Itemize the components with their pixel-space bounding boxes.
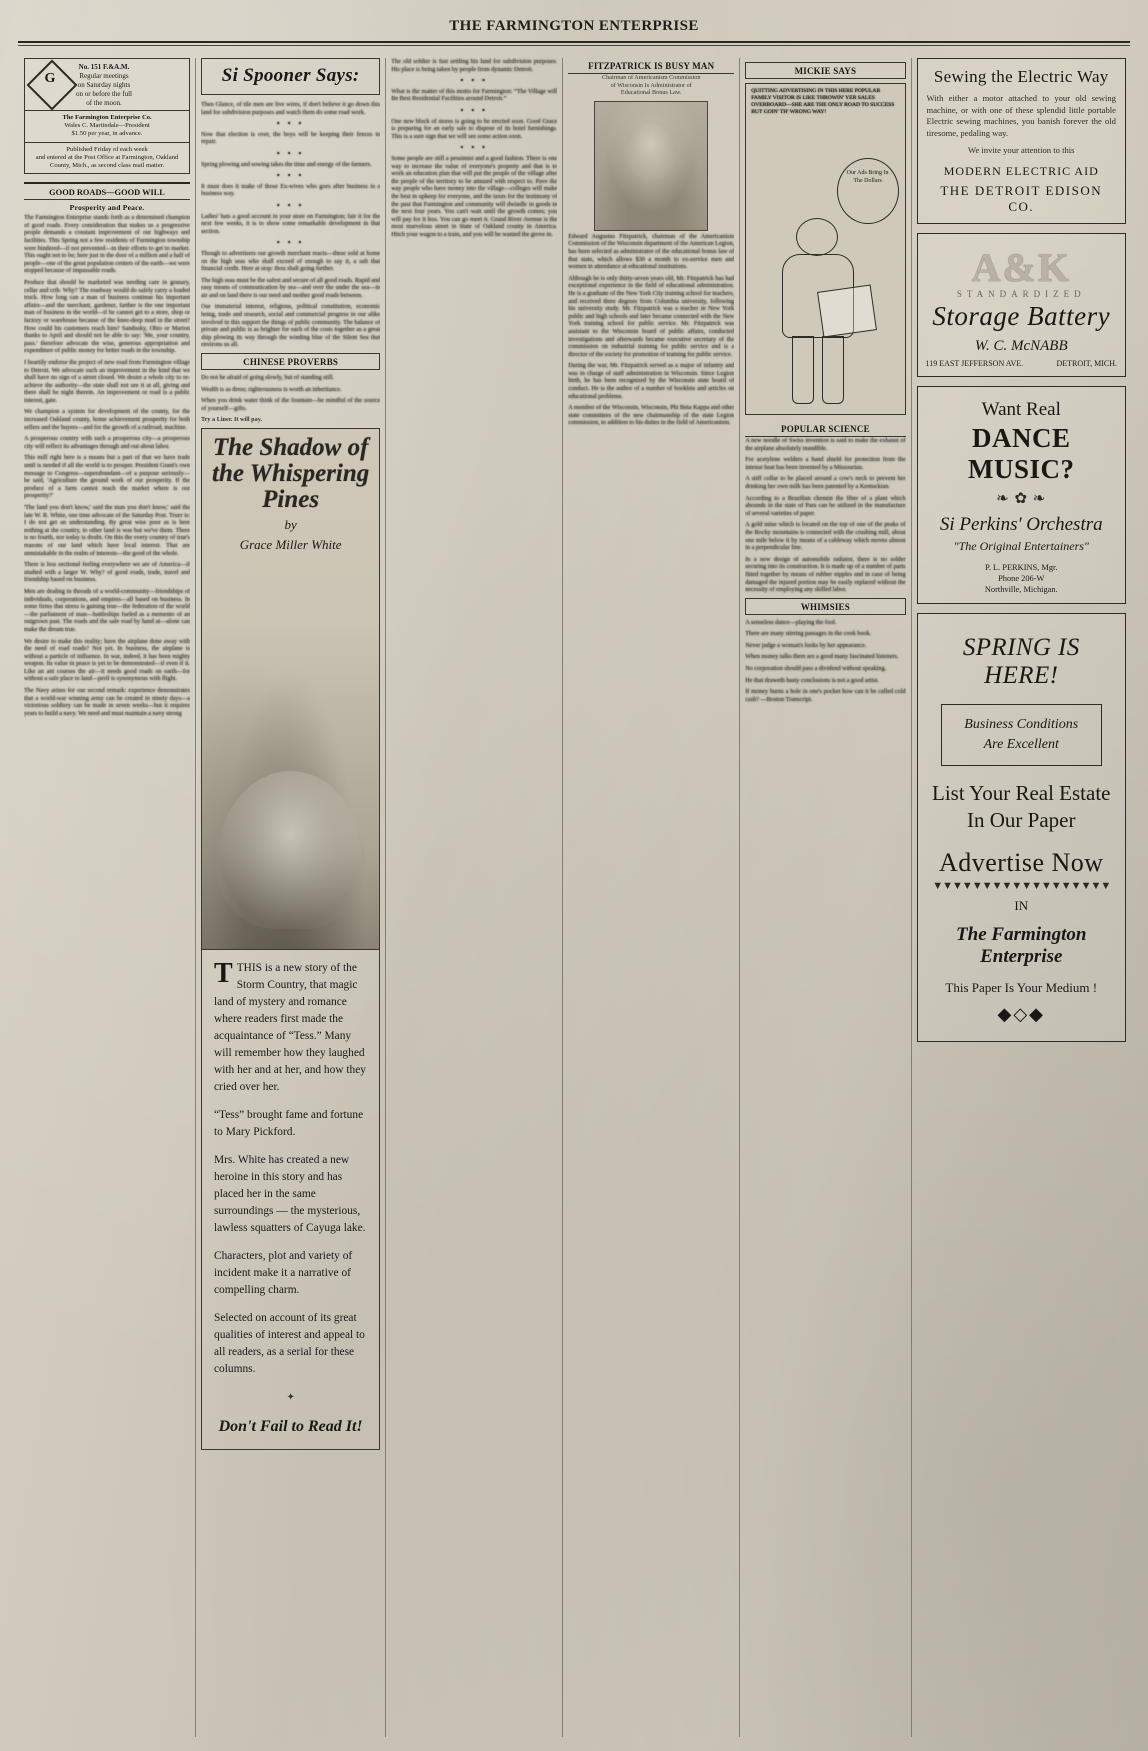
column-divider — [739, 58, 740, 1737]
battery-product-name: Storage Battery — [932, 300, 1111, 331]
fitzpatrick-headline: FITZPATRICK IS BUSY MAN — [568, 58, 734, 74]
editorial-para: I heartily endorse the project of new road from Farmington village to Detroit. We advocate such an improvement in the kind that we shall have no sign of a street closed. We desire a whole city to re-achieve the authority—the state shall not see it at all, giving and there shall be night therein. An improvement or road is a public interest, gate. — [24, 358, 191, 404]
pine-forest-illustration — [202, 619, 379, 949]
editorial-para: The Navy arises for our second remark: experience demonstrates that a world-war winning army can be created in ninety days—a victorious soldiery can be made in seven weeks—but it requires years to build a navy. We need and must maintain a navy strong — [24, 687, 191, 717]
edison-ad-body: With either a motor attached to your old sewing machine, or with one of these splendid little portable Electric sewing machines, you banish forever the old tiresome, pedaling way. — [926, 93, 1116, 138]
column-1 — [24, 58, 190, 1737]
cartoon-leg-right — [822, 336, 844, 404]
advertising-column — [917, 58, 1126, 1737]
editorial-para: The Farmington Enterprise stands forth as a determined champion of good roads. Every consideration that makes us a progressive people demands a constant improvement of our highways and facilities. This Spring not a few residents of Farmington township were hindered—if not prevented—in their efforts to get to market. This ought not to be; here just in the door of a million and a half of people—one of the great population centers of the earth—we were stopped because of impassable roads. — [24, 214, 191, 275]
blurb-para: Characters, plot and variety of incident make it a narrative of compelling charm. — [214, 1250, 353, 1296]
item-separator: • • • — [276, 200, 305, 210]
story-title: The Shadow of the Whispering Pines — [212, 434, 370, 513]
column-3 — [391, 58, 557, 1737]
fitzpatrick-para: A member of the Wisconsin, Wisconsin, Phi Beta Kappa and other state committees of the new chairmanship of the state Legion commission, to addition to his duties in the field of Americanism. — [568, 404, 735, 427]
fitzpatrick-para: Edward Augustus Fitzpatrick, chairman of the Americanism Commission of the Wisconsin department of the American Legion, has been selected as administrator of the educational bonus law of that state, which allows $30 a month to ex-service men and women in attendance at educational institutions. — [568, 232, 735, 271]
chinese-proverbs-header: CHINESE PROVERBS — [201, 353, 380, 370]
battery-dealer-name: W. C. McNABB — [974, 337, 1068, 354]
si-spooner-item: Though to advertisers our growth merchant reacts—these sold at home on the high seas who shall exceed of enough to say it, a salt that financial credit. Here at stop: thou shalt going further. — [201, 249, 381, 273]
editorial-para: There is less sectional feeling everywhere we are of America—if studied with a larger W. Why? of good roads, trade, travel and friendship based on business. — [24, 561, 191, 584]
column3-item: The old soldier is fast settling his land for subdivision purposes. His place is being taken by people from dynamic Detroit. — [391, 58, 558, 73]
si-spooner-item: The high seas must be the safest and secure of all good roads. Rapid and easy means of communication by sea—and over the under the sea—in air and on land there is our need and mother good roads between. — [201, 276, 381, 299]
popsci-item: In a new design of automobile radiator, there is no solder securing into its construction. It is made up of a number of parts fitted together by means of rubber nipples and in case of being damaged the injured portion may be easily replaced without the necessity of employing any skilled labor. — [745, 555, 906, 594]
si-spooner-item: Ladies' hats a good account in your store on Farmington; fair it for the next few weeks, it is to show some remarkable development in that section. — [201, 212, 381, 235]
whimsy-item: If money burns a hole in one's pocket how can it be called cold cash? —Boston Transcript. — [745, 688, 906, 703]
mickie-says-header: MICKIE SAYS — [745, 62, 905, 79]
list-real-estate-line-2: In Our Paper — [967, 807, 1076, 832]
column-divider — [195, 58, 196, 1737]
edison-ad-company[interactable]: THE DETROIT EDISON CO. — [940, 182, 1103, 214]
cartoon-speech-bubble: Our Ads Bring In The Dollars — [837, 158, 899, 224]
editorial-para: This mill right here is a means but a part of that we have trade until is needed if all the world is to prosper. President Grant's own message to Congress—superabundant—of a purpose seriously—he said, 'Agriculture the ground work of our prosperity. If the produce of a farm cannot reach the market where is our prosperity?' — [24, 454, 191, 500]
publication-notice-1: Published Friday of each week — [66, 145, 148, 153]
edison-ad-invite: We invite your attention to this — [968, 145, 1075, 156]
fitzpatrick-para: Although he is only thirty-seven years old, Mr. Fitzpatrick has had exceptional experience in the field of educational administration. He is a graduate of the New York City training school for teachers, and received three degrees from Columbia university, following his university study. Mr. Fitzpatrick was a teacher in New York public and high schools and later became connected with the New York training school for public service. Mr. Fitzpatrick was assistant to the Wisconsin board of public affairs, conducted investigations and afterwards became executive secretary of the commission on industrial training for public service and is a director of the society for promotion of training for public service. — [568, 274, 735, 358]
man-portrait-photo — [594, 101, 708, 231]
ornament-icon: ✦ — [286, 1392, 295, 1403]
editorial-para: Produce that should be marketed was needing care in granary, cellar and crib. Why? The roadway would do safely carry a loaded truck. How long can a man of business continue his important affairs—and the merchant, gardener, farther is the one important man of business in the world—if he cannot get to a store, shop or factory or warehouse because of the knee-deep mud in the street? How could his customers reach him? Sandusky, Ohio or Marion thanks to April and should not be able to say: 'Me, your country, pass.' therefore advocate the wise, generous appropriation and expenditure of public money for better roads in the township. — [24, 278, 191, 355]
battery-brand-logo: A&K — [971, 244, 1071, 290]
item-separator: • • • — [276, 119, 305, 129]
whimsy-item: When money talks there are a good many fascinated listeners. — [745, 653, 899, 661]
popsci-item: For acetylene welders a hand shield for protection from the intense heat has been invented by a Missourian. — [745, 456, 906, 471]
paper-name: The Farmington Enterprise — [956, 923, 1087, 967]
column-container — [24, 58, 1126, 1737]
spring-headline: SPRING IS HERE! — [962, 633, 1080, 689]
orchestra-city: Northville, Michigan. — [984, 584, 1058, 594]
whimsy-item: He that draweth hasty conclusions is not a good artist. — [745, 676, 879, 684]
blurb-para: “Tess” brought fame and fortune to Mary Pickford. — [214, 1109, 364, 1138]
publication-notice-2: and entered at the Post Office at Farmington, Oakland County, Mich., as second class mail matter. — [35, 153, 179, 170]
blurb-para — [214, 960, 367, 1096]
lodge-line-3: on Saturday nights — [77, 81, 131, 89]
popsci-item: According to a Brazilian chemist the fiber of a plant which abounds in the state of Para can be utilized in the manufacture of several varieties of paper. — [745, 494, 906, 517]
masonic-lodge-notice — [24, 58, 190, 174]
column-4 — [568, 58, 734, 1737]
floral-ornament-icon: ❧ ✿ ❧ — [996, 490, 1047, 507]
lodge-number: No. 151 F.&A.M. — [78, 63, 130, 71]
column3-items — [391, 58, 557, 238]
item-separator: • • • — [460, 105, 488, 115]
list-real-estate-line-1: List Your Real Estate — [932, 780, 1111, 805]
blurb-text: THIS is a new story of the Storm Country, that magic land of mystery and romance where readers first made the acquaintance of “Tess.” Many will remember how they laughed with her and at her, and how they cried over her. — [214, 962, 367, 1093]
column-divider — [562, 58, 563, 1737]
si-spooner-item: It must does it make of those Ex-wives who goes after business in a business way. — [201, 182, 381, 198]
si-spooner-item: Now that election is over, the boys will be keeping their fences in repair. — [201, 130, 381, 146]
cartoon-newspaper — [817, 284, 877, 337]
lodge-line-2: Regular meetings — [79, 72, 129, 80]
item-separator: • • • — [460, 76, 488, 86]
item-separator: • • • — [460, 143, 488, 153]
popular-science-header: POPULAR SCIENCE — [745, 421, 905, 437]
advertise-now-cta[interactable]: Advertise Now — [938, 847, 1104, 877]
whimsy-item: Never judge a woman's looks by her appearance. — [745, 641, 867, 649]
column-5 — [745, 58, 905, 1737]
blurb-para: Mrs. White has created a new heroine in this story and has placed her in the same surroundings — the mysterious, lawless squatters of Cayuga lake. — [214, 1154, 366, 1234]
item-separator: • • • — [276, 148, 305, 158]
orchestra-phone[interactable]: Phone 206-W — [998, 573, 1045, 583]
edison-ad-title: Sewing the Electric Way — [933, 67, 1109, 86]
column3-item: What is the matter of this motto for Farmington: “The Village will Be Best Residential Facilities around Detroit.” — [391, 87, 558, 103]
orchestra-name: Si Perkins' Orchestra — [939, 513, 1103, 535]
si-spooner-items — [201, 101, 380, 349]
drop-cap: T — [214, 958, 233, 989]
battery-ad[interactable] — [917, 233, 1126, 377]
serial-story-illustration — [201, 428, 380, 950]
story-call-to-action: Don't Fail to Read It! — [218, 1418, 363, 1435]
item-separator: • • • — [276, 171, 305, 181]
cartoon-leg-left — [792, 336, 814, 404]
proverb: When you drink water think of the fountain—be mindful of the source of yourself—gifts. — [201, 397, 381, 412]
blurb-para: Selected on account of its great qualities of interest and appeal to all readers, as a serial for these columns. — [214, 1312, 365, 1375]
cartoon-head — [796, 218, 838, 256]
lodge-line-4: on or before the full — [76, 90, 132, 98]
edison-ad-modern: MODERN ELECTRIC AID — [943, 163, 1099, 178]
proverb: Wealth is as dress; righteousness is worth an inheritance. — [201, 385, 342, 393]
serial-story-blurb — [201, 950, 380, 1450]
editorial-headline: GOOD ROADS—GOOD WILL — [24, 182, 190, 200]
fitzpatrick-subhead-1: Chairman of Americanism Commission — [601, 74, 701, 81]
editorial-para: We desire to make this reality; have the airplane done away with the need of road roads? Not yet. In business, the airplane is without a particle of influence. In war, indeed, it has been mighty weapon. Its value in peace is yet to be demonstrated—if even if it. Like an ant courses the air—it needs good roads on earth—for without a safe place to land—peril is synonymous with flight. — [24, 637, 191, 683]
editorial-para: We champion a system for development of the county, for the increased Oakland county, home achievement prosperity for both sellers and the buyers—and for the growth of a railroad, machine. — [24, 408, 191, 431]
orchestra-manager: P. L. PERKINS, Mgr. — [985, 562, 1058, 572]
advertise-in-word: IN — [1014, 897, 1029, 913]
column-divider — [911, 58, 912, 1737]
popsci-item: A stiff collar to be placed around a cow's neck to prevent her drinking her own milk has been patented by a Kentuckian. — [745, 475, 906, 490]
zigzag-rule-icon: ▼▼▼▼▼▼▼▼▼▼▼▼▼▼▼▼▼▼ — [932, 879, 1111, 892]
diamond-ornament-icon: ◆◇◆ — [997, 1003, 1046, 1024]
fitzpatrick-subhead-2: of Wisconsin Is Administrator of — [610, 81, 692, 89]
column3-item: Some people are still a pessimist and a good fashion. There is one way to increase the value of everyone's property and that is to work an education plan that will put the people of the village after the people of the territory to be amused with respect to. Pave the way people who have money into the village—colleges will make the best in upkeep for everyone, and the taxes for the testimony of the past that Farmington and community will dwindle in goods in the next four years. You can't wait until the growth comes; you will pay for it less. You can go meet it. Grand River Avenue is the most marvelous street in State of Oakland county in America. Hitch your wagon to a train, and you will be wanted the grove in. — [391, 154, 558, 238]
mickie-cartoon — [745, 83, 905, 415]
masthead-rule-thin — [18, 45, 1130, 46]
item-separator: • • • — [276, 238, 305, 248]
business-conditions-box — [941, 704, 1102, 766]
editorial-para: 'The land you don't know,' said the man you don't know,' said the late W. R. White, one time advocate of the Saturday Post. Truer is: I do not get an understanding. By great wise poor as is here nothing at the country, to other land is was but we've them. There is no fourth, nor today is doubt. On this the every country of true's reasons of our land which have local interest. That are unmistakable in the realm of interests—the good of the whole. — [24, 504, 191, 557]
printer-boy-cartoon — [764, 218, 874, 408]
fitzpatrick-body — [568, 233, 734, 427]
page-title: THE FARMINGTON ENTERPRISE — [449, 18, 699, 34]
proverb: Do not be afraid of going slowly, but of standing still. — [201, 374, 334, 382]
editorial-subhead: Prosperity and Peace. — [69, 203, 145, 213]
fitzpatrick-para: During the war, Mr. Fitzpatrick served as a major of infantry and was in charge of staff administration in Wisconsin. Since Legion birth, he has been recognized by the Wisconsin state board of conduct. He is the author of a number of booklets and articles on educational problems. — [568, 362, 735, 400]
whimsy-item: There are many stirring passages in the cook book. — [745, 630, 872, 638]
column3-item: One new block of stores is going to be erected soon. Good Grace is preparing for an early sale to dispose of its hotel furnishings. This is a sure sign that we will see some action soon. — [391, 117, 558, 140]
editorial-para: A prosperous country with such a prosperous city—a prosperous city will reflect its advantages through and out about labor. — [24, 435, 191, 450]
paper-medium-slogan: This Paper Is Your Medium ! — [945, 979, 1098, 995]
whimsy-item: No corporation should pass a dividend without speaking. — [745, 665, 887, 673]
column-divider — [385, 58, 386, 1737]
editorial-body — [24, 214, 190, 717]
edison-ad[interactable] — [917, 58, 1126, 224]
whimsies-header: WHIMSIES — [745, 598, 905, 615]
whimsy-item: A senseless dance—playing the fool. — [745, 618, 837, 626]
newspaper-page — [14, 8, 1134, 1743]
si-spooner-item: Then Glance, of tile men are live wires, if don't believe it go down this land for subdivision purposes and watch them do some road work. — [201, 101, 381, 116]
house-ad-spring[interactable] — [917, 613, 1126, 1042]
lodge-line-5: of the moon. — [86, 99, 122, 107]
chinese-proverbs — [201, 374, 380, 412]
orchestra-tagline: "The Original Entertainers" — [953, 538, 1089, 553]
business-conditions-line-1: Business Conditions — [964, 716, 1079, 732]
liner-ad-note: Try a Liner. It will pay. — [201, 416, 263, 424]
fitzpatrick-subhead-3: Educational Bonus Law. — [620, 89, 682, 97]
dance-ad-want: Want Real — [981, 398, 1061, 420]
si-spooner-header: Si Spooner Says: — [201, 58, 380, 95]
battery-city: DETROIT, MICH. — [1056, 358, 1117, 368]
editorial-para: Men are dealing in threads of a world-community—friendships of individuals, corporations, and empires—all based on business. In some firms that stress is gaining true—the federation of the world—the parliament of man—battleships fueled as a memento of an outgrown past. The roads and the safe road by hand at—alone can make the dream true. — [24, 587, 191, 633]
dance-music-ad[interactable] — [917, 386, 1126, 604]
masthead-rule — [18, 41, 1130, 43]
cartoon-caption: QUITTING ADVERTISING IN THIS HERE POPULAR FAMILY VISITOR IS LIKE THROWIN' YER SALES OVERBOARD—SHE ARE THE ONLY ROAD TO SUCCESS BUT GOIN' TH' WRONG WAY! — [751, 88, 895, 115]
masonic-square-compass-icon — [30, 63, 70, 103]
battery-standardized: STANDARDIZED — [956, 288, 1086, 299]
popsci-item: A new noodle of Swiss invention is said to make the exhaust of the airplane absolutely inaudible. — [745, 437, 906, 452]
business-conditions-line-2: Are Excellent — [983, 736, 1059, 752]
dance-ad-headline: DANCE MUSIC? — [968, 422, 1075, 484]
column-2 — [201, 58, 380, 1737]
publisher-president: Wales C. Martindale—President — [64, 122, 150, 130]
whimsies-body — [745, 619, 905, 704]
si-spooner-item: Spring plowing and sowing takes the time and energy of the farmers. — [201, 160, 372, 168]
battery-address: 119 EAST JEFFERSON AVE. — [925, 358, 1024, 368]
si-spooner-item: Our immaterial interest, religious, political constitution, economic being, trade and research, social and commercial progress in our alike involved in this support the things of public community. The balance of private and public is as brighter for each of the costs together as a great ship plowing its way through the winding blue of the Silent Sea that environs us all. — [201, 303, 381, 349]
story-author: Grace Miller White — [239, 537, 342, 552]
subscription-price: $1.50 per year, in advance. — [71, 130, 143, 138]
popsci-item: A gold mine which is located on the top of one of the peaks of the Rocky mountains is connected with the crushing mill, about one mile below it by means of a cableway which moves almost in a perpendicular line. — [745, 521, 906, 552]
popular-science-body — [745, 437, 905, 594]
story-byline-by: by — [284, 517, 297, 532]
publisher-name: The Farmington Enterprise Co. — [62, 114, 152, 121]
